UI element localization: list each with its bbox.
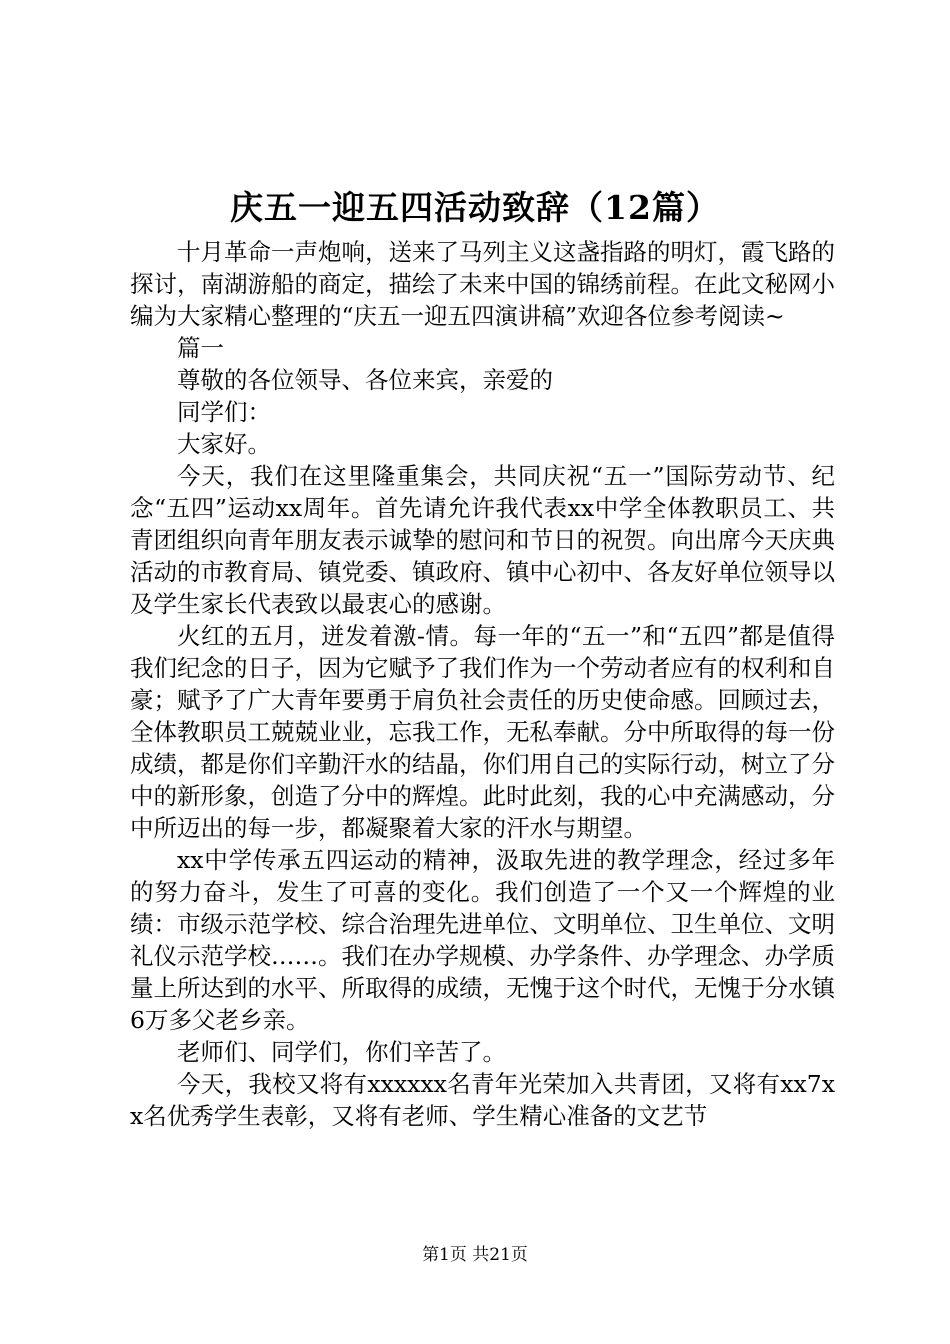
paragraph-body: 老师们、同学们，你们辛苦了。: [177, 1038, 506, 1066]
paragraph-greeting: 大家好。: [177, 430, 271, 458]
paragraph-section-label: 篇一: [177, 334, 224, 362]
paragraph-intro: 十月革命一声炮响，送来了马列主义这盏指路的明灯，霞飞路的探讨，南湖游船的商定，描绘了未来中国的锦绣前程。在此文秘网小编为大家精心整理的“庆五一迎五四演讲稿”欢迎各位参考阅读~: [130, 238, 835, 330]
paragraph-body: 今天，我校又将有xxxxxx名青年光荣加入共青团，又将有xx7xx名优秀学生表彰，又将有老师、学生精心准备的文艺节: [130, 1070, 835, 1130]
paragraph-salutation: 尊敬的各位领导、各位来宾，亲爱的: [177, 366, 553, 394]
document-body: [130, 236, 835, 1132]
page-footer: 第1页 共21页: [422, 1245, 528, 1265]
paragraph-body: 火红的五月，迸发着激-情。每一年的“五一”和“五四”都是值得我们纪念的日子，因为它赋予了我们作为一个劳动者应有的权利和自豪；赋予了广大青年要勇于肩负社会责任的历史使命感。回顾过去，全体教职员工兢兢业业，忘我工作，无私奉献。分中所取得的每一份成绩，都是你们辛勤汗水的结晶，你们用自己的实际行动，树立了分中的新形象，创造了分中的辉煌。此时此刻，我的心中充满感动，分中所迈出的每一步，都凝聚着大家的汗水与期望。: [130, 622, 835, 842]
paragraph-body: xx中学传承五四运动的精神，汲取先进的教学理念，经过多年的努力奋斗，发生了可喜的变化。我们创造了一个又一个辉煌的业绩：市级示范学校、综合治理先进单位、文明单位、卫生单位、文明礼仪示范学校……。我们在办学规模、办学条件、办学理念、办学质量上所达到的水平、所取得的成绩，无愧于这个时代，无愧于分水镇6万多父老乡亲。: [130, 846, 835, 1034]
document-title: 庆五一迎五四活动致辞（12篇）: [230, 188, 720, 227]
paragraph-salutation-cont: 同学们：: [177, 398, 271, 426]
paragraph-body: 今天，我们在这里隆重集会，共同庆祝“五一”国际劳动节、纪念“五四”运动xx周年。首先请允许我代表xx中学全体教职员工、共青团组织向青年朋友表示诚挚的慰问和节日的祝贺。向出席今天庆典活动的市教育局、镇党委、镇政府、镇中心初中、各友好单位领导以及学生家长代表致以最衷心的感谢。: [130, 462, 835, 618]
